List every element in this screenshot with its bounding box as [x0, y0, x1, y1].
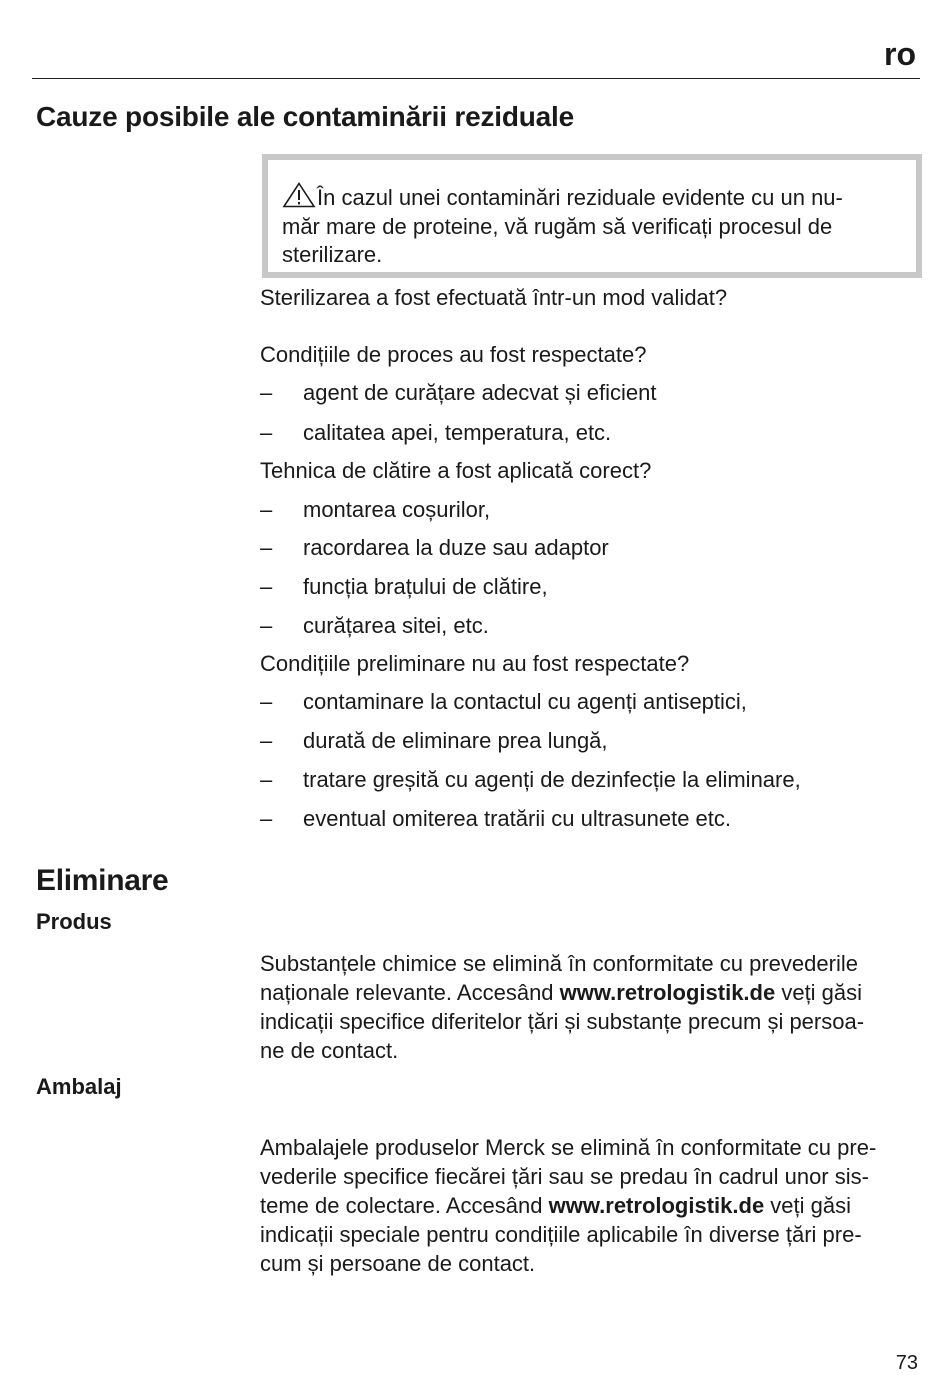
warning-triangle-icon — [282, 182, 316, 208]
warning-line-2: măr mare de proteine, vă rugăm să verificați procesul de — [282, 213, 833, 239]
packaging-paragraph: Ambalajele produselor Merck se elimină în conformitate cu pre- vederile specifice fiecărei țări sau se predau în cadrul unor sis- teme de colectare. Accesând www.retrologistik.de veți găsi indicații speciale pentru condițiile aplicabile în diverse țări pre- cum și persoane de contact. — [260, 1135, 877, 1276]
packaging-heading: Ambalaj — [36, 1074, 122, 1099]
question-process: Condițiile de proces au fost respectate? — [260, 342, 647, 367]
question-preliminary: Condițiile preliminare nu au fost respectate? — [260, 651, 690, 676]
retrologistik-link[interactable]: www.retrologistik.de — [548, 1193, 765, 1218]
section-title: Cauze posibile ale contaminării reziduale — [36, 101, 574, 132]
warning-text — [282, 182, 886, 270]
product-heading: Produs — [36, 909, 112, 934]
question-validated: Sterilizarea a fost efectuată într-un mod validat? — [260, 285, 728, 310]
warning-line-3: sterilizare. — [282, 242, 383, 267]
header-rule — [32, 78, 920, 79]
question-rinse: Tehnica de clătire a fost aplicată corect? — [260, 458, 652, 483]
disposal-heading: Eliminare — [36, 864, 169, 897]
warning-line-1: În cazul unei contaminări reziduale evidente cu un nu- — [282, 182, 886, 213]
page-number: 73 — [895, 1352, 918, 1374]
warning-box — [262, 154, 922, 278]
language-code: ro — [884, 36, 916, 72]
product-paragraph: Substanțele chimice se elimină în conformitate cu prevederile naționale relevante. Accesând www.retrologistik.de veți găsi indicații specifice diferitelor țări și substanțe precum și persoa- ne de contact. — [260, 951, 865, 1063]
retrologistik-link[interactable]: www.retrologistik.de — [559, 980, 776, 1005]
